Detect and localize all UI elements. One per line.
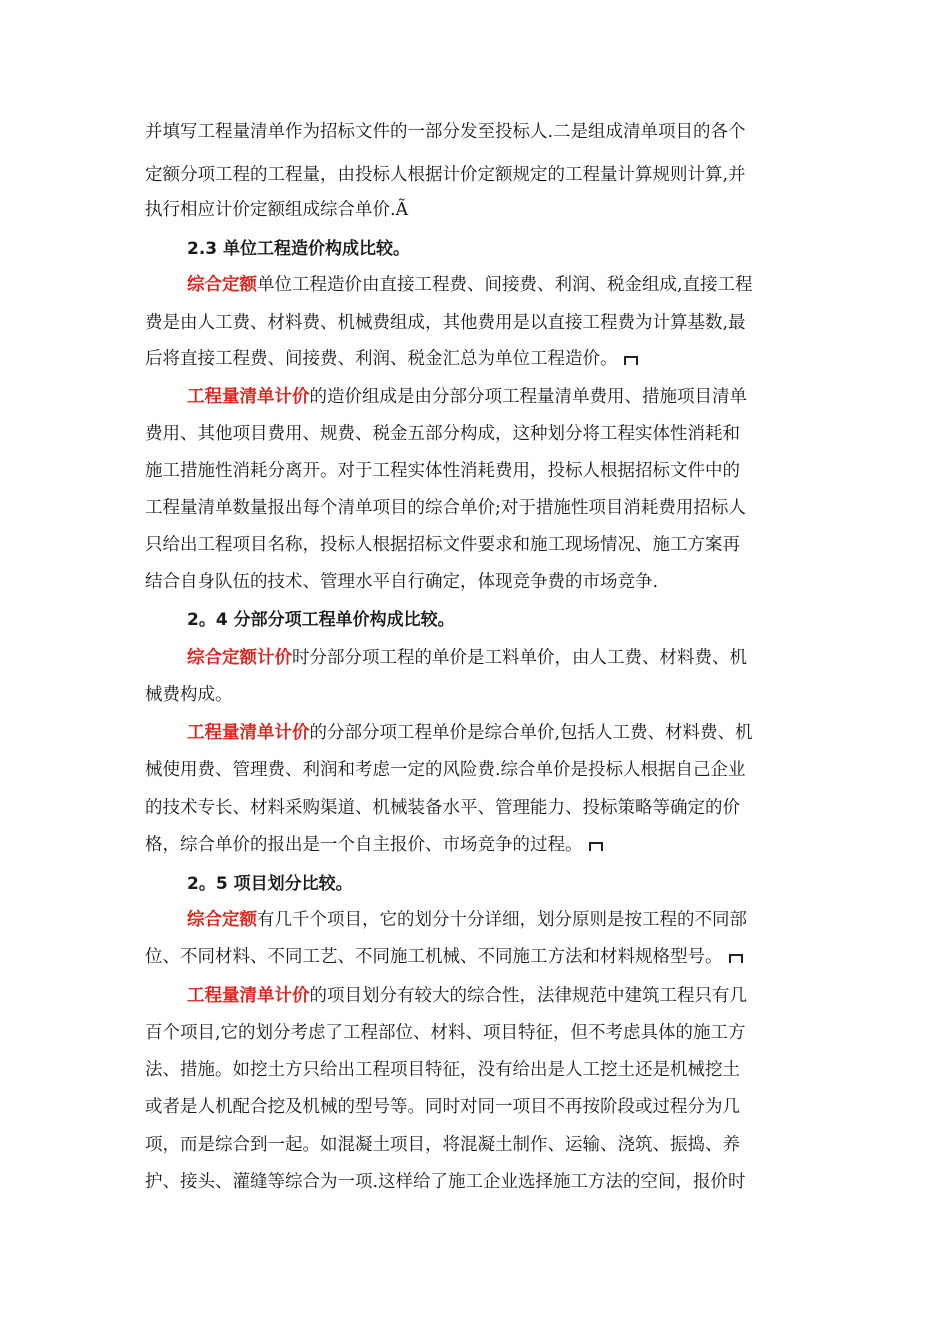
paragraph-first-line: 综合定额单位工程造价由直接工程费、间接费、利润、税金组成,直接工程 — [187, 275, 753, 295]
section-heading-2-3: 2.3 单位工程造价构成比较。 — [187, 239, 411, 259]
paragraph-first-line: 综合定额有几千个项目，它的划分十分详细，划分原则是按工程的不同部 — [187, 910, 747, 930]
body-text-line: 执行相应计价定额组成综合单价.Ã — [145, 200, 409, 220]
paragraph-first-line: 综合定额计价时分部分项工程的单价是工料单价，由人工费、材料费、机 — [187, 648, 747, 668]
body-text-line: 护、接头、灌缝等综合为一项.这样给了施工企业选择施工方法的空间，报价时 — [145, 1172, 746, 1192]
body-text-line: 费用、其他项目费用、规费、税金五部分构成，这种划分将工程实体性消耗和 — [145, 424, 740, 444]
body-text-line: 后将直接工程费、间接费、利润、税金汇总为单位工程造价。 — [145, 347, 638, 371]
section-heading-2-4: 2。4 分部分项工程单价构成比较。 — [187, 610, 455, 630]
body-text-line: 施工措施性消耗分离开。对于工程实体性消耗费用，投标人根据招标文件中的 — [145, 461, 740, 481]
paragraph-mark-icon — [589, 842, 603, 851]
paragraph-first-line: 工程量清单计价的分部分项工程单价是综合单价,包括人工费、材料费、机 — [187, 723, 753, 743]
body-text-line: 械使用费、管理费、利润和考虑一定的风险费.综合单价是投标人根据自己企业 — [145, 760, 746, 780]
body-text-line: 格，综合单价的报出是一个自主报价、市场竞争的过程。 — [145, 833, 603, 857]
body-text-line: 或者是人机配合挖及机械的型号等。同时对同一项目不再按阶段或过程分为几 — [145, 1097, 740, 1117]
body-text-line: 法、措施。如挖土方只给出工程项目特征，没有给出是人工挖土还是机械挖土 — [145, 1060, 740, 1080]
paragraph-first-line: 工程量清单计价的造价组成是由分部分项工程量清单费用、措施项目清单 — [187, 387, 747, 407]
body-text-line: 结合自身队伍的技术、管理水平自行确定，体现竞争费的市场竞争. — [145, 572, 659, 592]
paragraph-first-line: 工程量清单计价的项目划分有较大的综合性，法律规范中建筑工程只有几 — [187, 986, 747, 1006]
body-text-line: 械费构成。 — [145, 685, 233, 705]
highlight-term: 综合定额 — [187, 910, 257, 930]
body-text-line: 项，而是综合到一起。如混凝土项目，将混凝土制作、运输、浇筑、振捣、养 — [145, 1135, 740, 1155]
paragraph-mark-icon — [729, 954, 743, 963]
highlight-term: 综合定额计价 — [187, 648, 292, 668]
body-text-line: 定额分项工程的工程量，由投标人根据计价定额规定的工程量计算规则计算,并 — [145, 165, 746, 185]
highlight-term: 工程量清单计价 — [187, 723, 310, 743]
body-text-line: 工程量清单数量报出每个清单项目的综合单价;对于措施性项目消耗费用招标人 — [145, 498, 746, 518]
highlight-term: 工程量清单计价 — [187, 986, 310, 1006]
highlight-term: 工程量清单计价 — [187, 387, 310, 407]
paragraph-mark-icon — [624, 356, 638, 365]
body-text-line: 并填写工程量清单作为招标文件的一部分发至投标人.二是组成清单项目的各个 — [145, 122, 746, 142]
body-text-line: 百个项目,它的划分考虑了工程部位、材料、项目特征，但不考虑具体的施工方 — [145, 1023, 746, 1043]
section-heading-2-5: 2。5 项目划分比较。 — [187, 874, 353, 894]
body-text-line: 只给出工程项目名称，投标人根据招标文件要求和施工现场情况、施工方案再 — [145, 535, 740, 555]
body-text-line: 的技术专长、材料采购渠道、机械装备水平、管理能力、投标策略等确定的价 — [145, 798, 740, 818]
highlight-term: 综合定额 — [187, 275, 257, 295]
body-text-line: 费是由人工费、材料费、机械费组成，其他费用是以直接工程费为计算基数,最 — [145, 313, 746, 333]
body-text-line: 位、不同材料、不同工艺、不同施工机械、不同施工方法和材料规格型号。 — [145, 945, 743, 969]
